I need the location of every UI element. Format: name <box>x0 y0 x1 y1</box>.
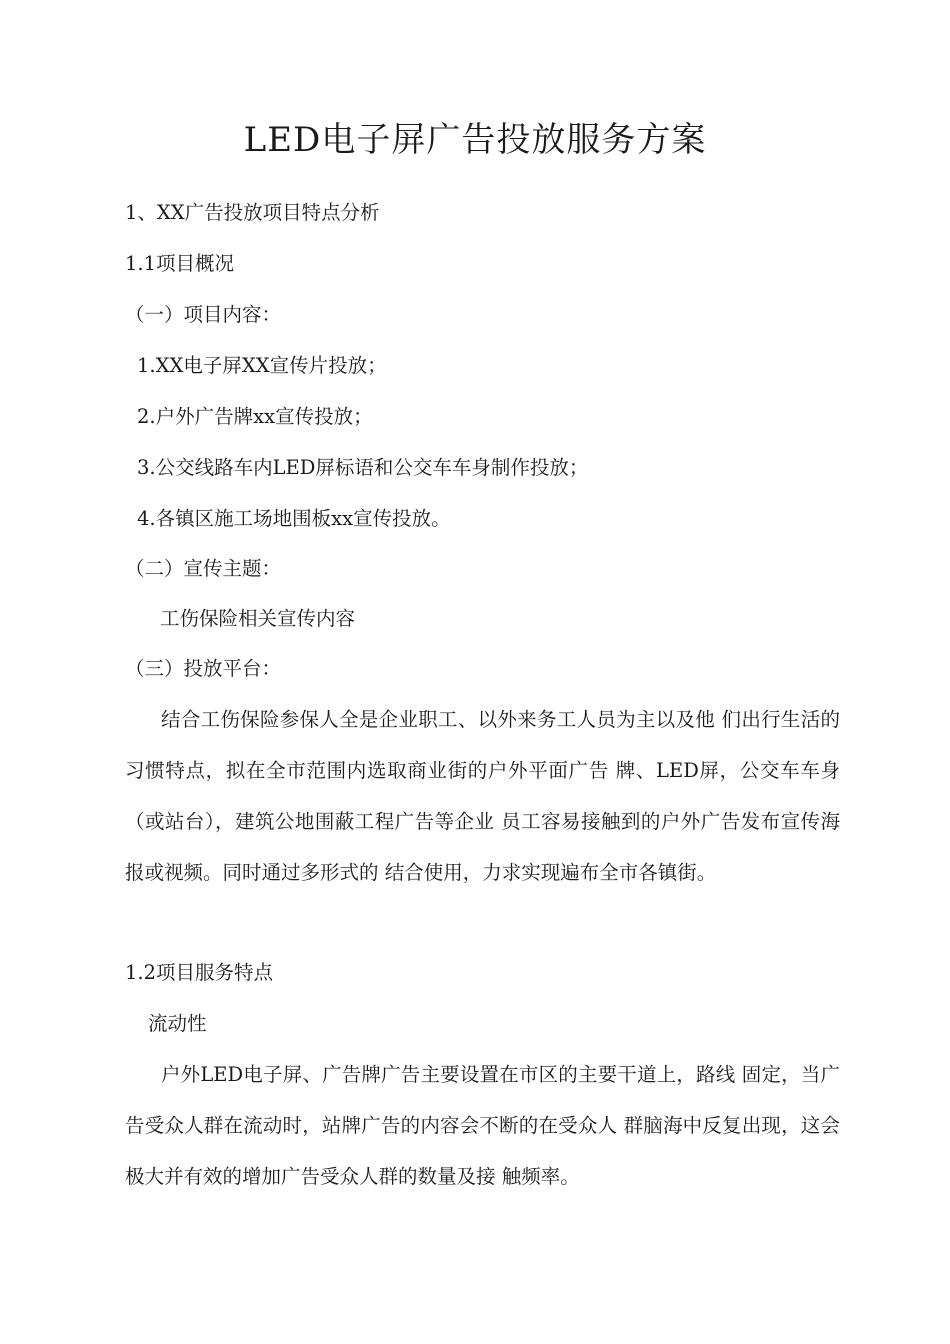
list-item: 4.各镇区施工场地围板xx宣传投放。 <box>137 507 451 530</box>
feature-heading: 流动性 <box>148 1012 207 1035</box>
document-title: LED电子屏广告投放服务方案 <box>243 120 707 160</box>
part-heading-platform: （三）投放平台： <box>125 657 282 680</box>
subsection-heading-1-2: 1.2项目服务特点 <box>125 961 274 984</box>
platform-paragraph: 结合工伤保险参保人全是企业职工、以外来务工人员为主以及他 们出行生活的习惯特点，拟在全市范围内选取商业街的户外平面广告 牌、LED屏，公交车车身（或站台），建筑公地围蔽工程广告等企业 员工容易接触到的户外广告发布宣传海报或视频。同时通过多形式的 结合使用，力求实现遍布全市各镇街。 <box>125 708 840 884</box>
list-item: 3.公交线路车内LED屏标语和公交车车身制作投放； <box>137 456 589 479</box>
part-heading-content: （一）项目内容： <box>125 303 282 326</box>
part-heading-theme: （二）宣传主题： <box>125 557 282 580</box>
subsection-heading-1-1: 1.1项目概况 <box>125 252 235 275</box>
section-heading-1: 1、XX广告投放项目特点分析 <box>125 201 380 224</box>
list-item: 1.XX电子屏XX宣传片投放； <box>137 354 387 377</box>
theme-text: 工伤保险相关宣传内容 <box>160 607 356 630</box>
feature-paragraph: 户外LED电子屏、广告牌广告主要设置在市区的主要干道上，路线 固定，当广告受众人群在流动时，站牌广告的内容会不断的在受众人 群脑海中反复出现，这会极大并有效的增加广告受众人群的数量及接 触频率。 <box>125 1063 840 1188</box>
list-item: 2.户外广告牌xx宣传投放； <box>137 405 373 428</box>
